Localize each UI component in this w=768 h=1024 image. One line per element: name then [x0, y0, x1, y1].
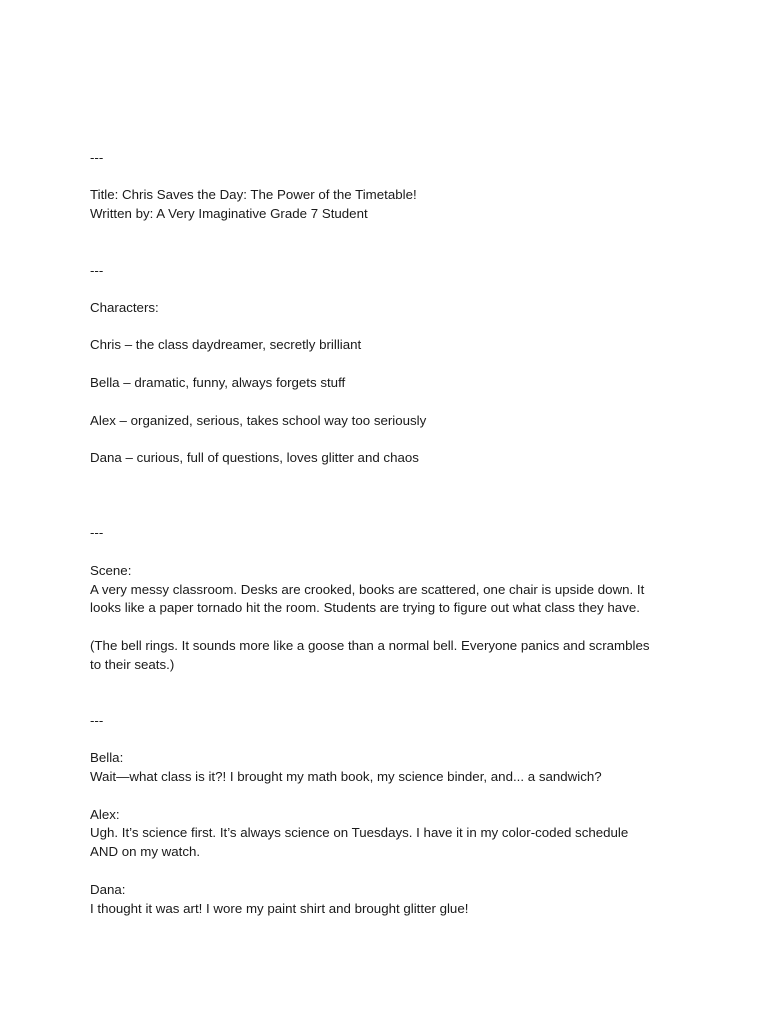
title-line: Title: Chris Saves the Day: The Power of the Timetable! [90, 187, 417, 202]
dialogue-line: Ugh. It’s science first. It’s always science on Tuesdays. I have it in my color-coded schedule [90, 825, 629, 840]
separator: --- [90, 525, 104, 540]
characters-heading: Characters: [90, 300, 159, 315]
character-alex: Alex – organized, serious, takes school way too seriously [90, 413, 427, 428]
character-chris: Chris – the class daydreamer, secretly brilliant [90, 337, 362, 352]
separator: --- [90, 150, 104, 165]
character-bella: Bella – dramatic, funny, always forgets stuff [90, 375, 346, 390]
dialogue-line: AND on my watch. [90, 844, 201, 859]
speaker-dana: Dana: [90, 882, 126, 897]
scene-heading: Scene: [90, 563, 132, 578]
character-dana: Dana – curious, full of questions, loves glitter and chaos [90, 450, 419, 465]
speaker-alex: Alex: [90, 807, 120, 822]
stage-direction: (The bell rings. It sounds more like a goose than a normal bell. Everyone panics and scrambles [90, 638, 650, 653]
author-line: Written by: A Very Imaginative Grade 7 Student [90, 206, 368, 221]
dialogue-line: I thought it was art! I wore my paint shirt and brought glitter glue! [90, 901, 469, 916]
stage-direction: to their seats.) [90, 657, 175, 672]
scene-description: A very messy classroom. Desks are crooked, books are scattered, one chair is upside down. It [90, 582, 645, 597]
separator: --- [90, 713, 104, 728]
dialogue-line: Wait—what class is it?! I brought my math book, my science binder, and... a sandwich? [90, 769, 602, 784]
separator: --- [90, 263, 104, 278]
speaker-bella: Bella: [90, 750, 124, 765]
scene-description: looks like a paper tornado hit the room. Students are trying to figure out what class they have. [90, 600, 640, 615]
